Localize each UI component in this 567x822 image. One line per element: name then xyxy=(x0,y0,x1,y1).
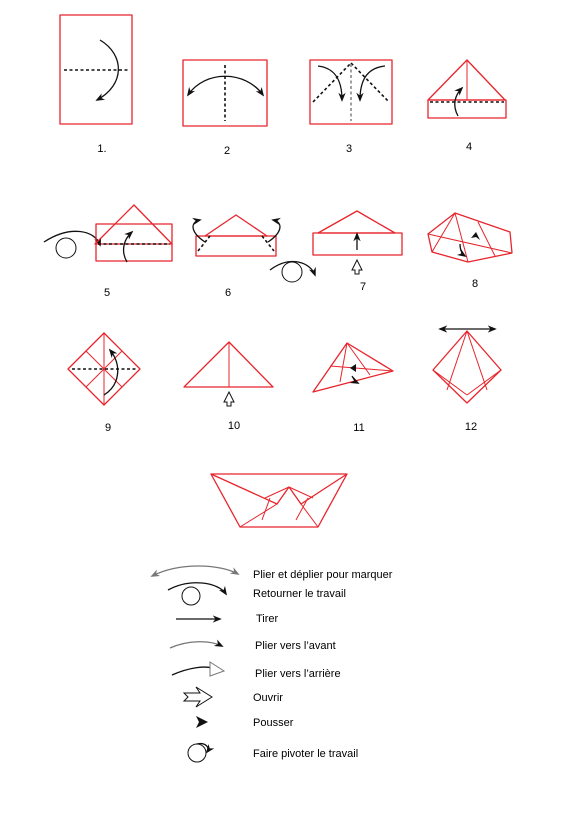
push-arrow-icon xyxy=(350,364,356,372)
fold-forward-arrow-icon xyxy=(318,66,342,100)
step-label: 5 xyxy=(103,287,111,299)
legend-item-rotate xyxy=(188,744,358,762)
edge-line xyxy=(478,222,495,256)
legend-item-push xyxy=(196,716,294,729)
step-7 xyxy=(313,211,402,293)
turn-over-icon xyxy=(44,231,100,245)
step-label: 1. xyxy=(97,143,107,155)
turn-over-icon xyxy=(168,583,226,594)
legend-item-fold-forward xyxy=(170,640,336,652)
step-label: 4 xyxy=(465,141,473,153)
legend-item-fold-backward xyxy=(172,662,341,680)
legend-label: Plier vers l’arrière xyxy=(255,668,341,680)
hollow-arrowhead xyxy=(210,662,224,676)
step-12 xyxy=(433,329,501,433)
fold-backward-arrow-icon xyxy=(268,220,280,242)
diagonal-crease xyxy=(455,213,468,262)
paper-band xyxy=(96,224,172,261)
step-label: 7 xyxy=(359,281,367,293)
edge-line xyxy=(432,213,455,252)
rotate-icon xyxy=(197,744,208,752)
legend-item-fold-unfold xyxy=(152,566,393,581)
turn-over-circle xyxy=(282,262,302,282)
flap-line xyxy=(447,331,467,390)
step-9 xyxy=(68,333,140,434)
step-1 xyxy=(60,15,132,155)
rotate-circle xyxy=(188,744,206,762)
fold-forward-arrow-icon xyxy=(360,66,385,100)
open-arrow-icon xyxy=(184,687,212,707)
push-arrow-icon xyxy=(196,716,208,728)
step-label: 2 xyxy=(223,145,231,157)
hat-triangle xyxy=(205,215,267,236)
turn-over-icon xyxy=(270,262,315,275)
boat-sail-inner xyxy=(265,487,313,498)
legend-label: Plier vers l’avant xyxy=(255,640,336,652)
step-2 xyxy=(183,60,267,157)
fold-backward-arrow-icon xyxy=(172,667,212,675)
step-label: 6 xyxy=(224,287,232,299)
fold-line-left xyxy=(313,63,351,102)
legend-item-open xyxy=(184,687,283,707)
step-label: 10 xyxy=(227,420,241,432)
open-arrow-icon xyxy=(224,392,234,406)
hat-band xyxy=(196,236,276,256)
boat-sail-line xyxy=(211,474,347,504)
fold-line-right xyxy=(351,63,389,102)
step-6 xyxy=(193,215,315,299)
step-label: 9 xyxy=(104,422,112,434)
legend-label: Faire pivoter le travail xyxy=(253,748,359,760)
step-4 xyxy=(428,60,506,153)
fold-forward-arrow-icon xyxy=(124,232,132,262)
fold-unfold-arrow-icon xyxy=(188,76,263,95)
boat-crease xyxy=(296,498,308,520)
legend-item-pull xyxy=(176,613,279,625)
flap-line xyxy=(467,370,501,395)
flap-line xyxy=(433,370,467,395)
step-label: 8 xyxy=(471,278,479,290)
finished-boat xyxy=(211,474,347,527)
legend-label: Plier et déplier pour marquer xyxy=(253,569,393,581)
push-arrow-icon xyxy=(460,244,465,256)
turn-over-circle xyxy=(56,238,76,258)
step-label: 12 xyxy=(464,421,478,433)
flap-line xyxy=(467,331,487,390)
open-arrow-icon xyxy=(352,260,362,274)
boat-diamond xyxy=(433,331,501,403)
legend-label: Ouvrir xyxy=(253,692,283,704)
step-3 xyxy=(310,60,392,155)
legend-item-turn-over xyxy=(168,583,346,605)
bottom-band xyxy=(428,100,506,118)
fold-unfold-arrow-icon xyxy=(152,566,238,576)
step-label: 11 xyxy=(353,422,365,434)
flap-line xyxy=(330,366,393,371)
fold-forward-arrow-icon xyxy=(170,642,222,648)
boat-crease xyxy=(301,504,318,527)
boat-crease xyxy=(240,504,277,527)
step-10 xyxy=(184,342,273,432)
step-label: 3 xyxy=(345,143,353,155)
step-8 xyxy=(428,213,512,290)
hat-triangle xyxy=(318,211,395,233)
turn-over-circle xyxy=(182,587,200,605)
legend-label: Pousser xyxy=(253,717,294,729)
step-11 xyxy=(313,343,393,434)
fold-backward-arrow-icon xyxy=(193,220,205,242)
legend-label: Tirer xyxy=(256,613,279,625)
legend-label: Retourner le travail xyxy=(253,588,346,600)
flap-line xyxy=(347,343,370,375)
legend xyxy=(152,566,393,762)
push-arrow-icon xyxy=(471,232,480,240)
step-5 xyxy=(44,205,172,299)
